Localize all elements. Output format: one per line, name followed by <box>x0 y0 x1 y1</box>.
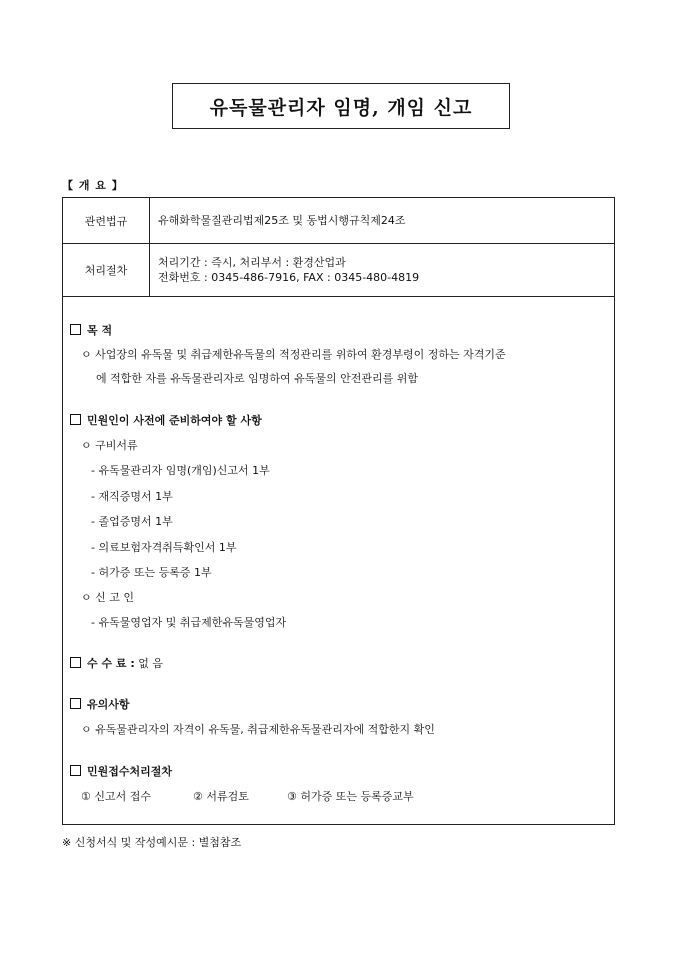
procedure-heading-text: 민원접수처리절차 <box>87 765 173 778</box>
docs-title: ㅇ 구비서류 <box>81 439 138 452</box>
overview-procedure-label: 처리절차 <box>63 244 150 297</box>
checkbox-square-icon <box>70 414 81 425</box>
contact-info-line: 전화번호 : 0345-486-7916, FAX : 0345-480-4819 <box>158 271 420 284</box>
procedure-step: ③ 허가증 또는 등록증교부 <box>287 790 414 803</box>
overview-row-procedure <box>63 244 615 297</box>
purpose-text-line1: ㅇ 사업장의 유독물 및 취급제한유독물의 적정관리를 위하여 환경부령이 정하는 자격기준 <box>81 348 506 361</box>
overview-table <box>62 197 615 297</box>
footer-note: ※ 신청서식 및 작성예시문 : 별첨참조 <box>62 836 242 849</box>
document-title-text: 유독물관리자 임명, 개임 신고 <box>209 96 473 119</box>
checkbox-square-icon <box>70 765 81 776</box>
fee-value: 없 음 <box>138 657 164 670</box>
doc-item: - 허가증 또는 등록증 1부 <box>91 566 212 579</box>
overview-law-label: 관련법규 <box>63 198 150 244</box>
checkbox-square-icon <box>70 324 81 335</box>
overview-row-law <box>63 198 615 244</box>
doc-item: - 졸업증명서 1부 <box>91 515 173 528</box>
procedure-heading <box>70 763 172 779</box>
overview-procedure-value <box>150 244 615 297</box>
doc-item: - 유독물관리자 임명(개임)신고서 1부 <box>91 464 270 477</box>
applicant-title: ㅇ 신 고 인 <box>81 591 134 604</box>
checkbox-square-icon <box>70 657 81 668</box>
preparation-heading-text: 민원인이 사전에 준비하여야 할 사항 <box>87 414 262 427</box>
notes-text: ㅇ 유독물관리자의 자격이 유독물, 취급제한유독물관리자에 적합한지 확인 <box>81 723 435 736</box>
purpose-heading <box>70 322 112 338</box>
purpose-text-line2: 에 적합한 자를 유독물관리자로 임명하여 유독물의 안전관리를 위함 <box>96 372 419 385</box>
fee-heading: 수 수 료 : <box>87 657 135 670</box>
preparation-heading <box>70 412 262 428</box>
applicant-text: - 유독물영업자 및 취급제한유독물영업자 <box>91 616 287 629</box>
doc-item: - 의료보험자격취득확인서 1부 <box>91 541 237 554</box>
procedure-step: ② 서류검토 <box>193 790 249 803</box>
purpose-heading-text: 목 적 <box>87 324 113 337</box>
fee-line <box>70 655 163 671</box>
overview-law-value <box>150 198 615 244</box>
procedure-step: ① 신고서 접수 <box>81 790 151 803</box>
content-box <box>62 297 615 825</box>
processing-info-line: 처리기간 : 즉시, 처리부서 : 환경산업과 <box>158 256 346 269</box>
overview-law-text: 유해화학물질관리법제25조 및 동법시행규칙제24조 <box>158 214 406 227</box>
notes-heading <box>70 696 130 712</box>
notes-heading-text: 유의사항 <box>87 698 130 711</box>
checkbox-square-icon <box>70 698 81 709</box>
doc-item: - 재직증명서 1부 <box>91 490 173 503</box>
document-title <box>172 83 510 129</box>
overview-label: 【 개 요 】 <box>62 179 124 192</box>
